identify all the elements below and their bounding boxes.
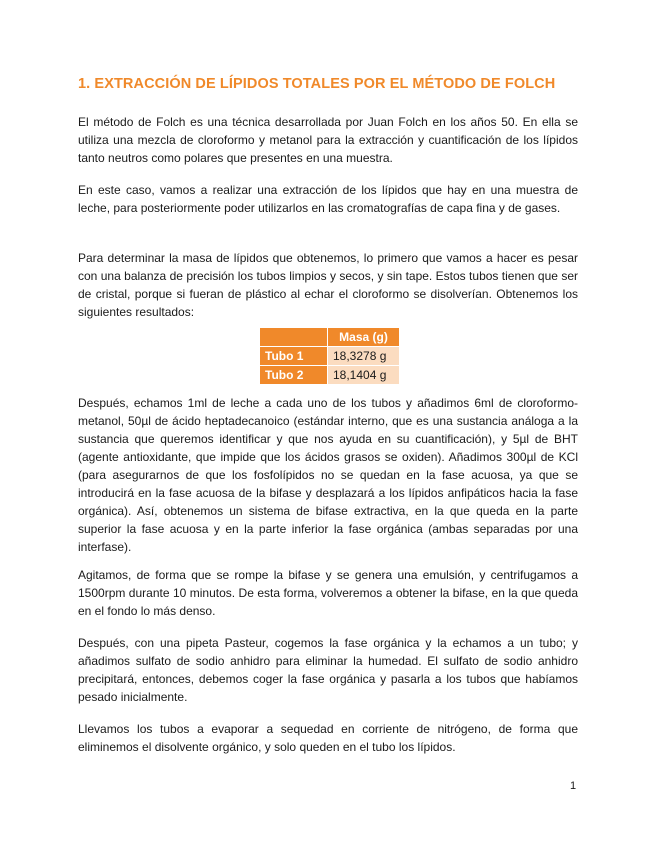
page-number: 1	[570, 780, 577, 792]
table-column-header: Masa (g)	[328, 328, 400, 347]
table-row-label: Tubo 2	[260, 366, 328, 385]
table-row-label: Tubo 1	[260, 347, 328, 366]
paragraph-weighing: Para determinar la masa de lípidos que obtenemos, lo primero que vamos a hacer es pesar con una balanza de precisión los tubos limpios y secos, y sin tape. Estos tubos tienen que ser de cristal, porque si fueran de plástico al echar el cloroformo se disolverían. Obtenemos los siguientes resultados:	[78, 251, 578, 319]
paragraph-pipette: Después, con una pipeta Pasteur, cogemos la fase orgánica y la echamos a un tubo; y añadimos sulfato de sodio anhidro para eliminar la humedad. El sulfato de sodio anhidro precipitará, entonces, debemos coger la fase orgánica y pasarla a los tubos que habíamos pesado inicialmente.	[78, 636, 578, 704]
paragraph-centrifuge: Agitamos, de forma que se rompe la bifase y se genera una emulsión, y centrifugamos a 1500rpm durante 10 minutos. De esta forma, volveremos a obtener la bifase, en la que queda en el fondo lo más denso.	[78, 568, 578, 618]
table-cell-value: 18,3278 g	[328, 347, 400, 366]
mass-table	[259, 327, 400, 385]
paragraph-procedure: Después, echamos 1ml de leche a cada uno de los tubos y añadimos 6ml de cloroformo-metanol, 50µl de ácido heptadecanoico (estándar interno, que es una sustancia análoga a la sustancia que queremos identificar y que nos ayuda en su cuantificación), y 5µl de BHT (agente antioxidante, que impide que los ácidos grasos se oxiden). Añadimos 300µl de KCl (para asegurarnos de que los fosfolípidos no se quedan en la fase acuosa, ya que se introducirá en la fase acuosa de la bifase y desplazará a los lípidos anfipáticos hacia la fase orgánica). Así, obtenemos un sistema de bifase extractiva, en la que queda en la parte superior la fase acuosa y en la parte inferior la fase orgánica (ambas separadas por una interfase).	[78, 396, 578, 554]
table-header-row	[260, 328, 400, 347]
paragraph-sample: En este caso, vamos a realizar una extracción de los lípidos que hay en una muestra de leche, para posteriormente poder utilizarlos en las cromatografías de capa fina y de gases.	[78, 183, 578, 215]
paragraph-evaporation: Llevamos los tubos a evaporar a sequedad en corriente de nitrógeno, de forma que eliminemos el disolvente orgánico, y solo queden en el tubo los lípidos.	[78, 722, 578, 754]
table-corner-cell	[260, 328, 328, 347]
paragraph-intro: El método de Folch es una técnica desarrollada por Juan Folch en los años 50. En ella se utiliza una mezcla de cloroformo y metanol para la extracción y cuantificación de los lípidos tanto neutros como polares que presentes en una muestra.	[78, 115, 578, 165]
table-row	[260, 366, 400, 385]
table-cell-value: 18,1404 g	[328, 366, 400, 385]
section-title: 1. EXTRACCIÓN DE LÍPIDOS TOTALES POR EL MÉTODO DE FOLCH	[78, 76, 556, 92]
table-row	[260, 347, 400, 366]
